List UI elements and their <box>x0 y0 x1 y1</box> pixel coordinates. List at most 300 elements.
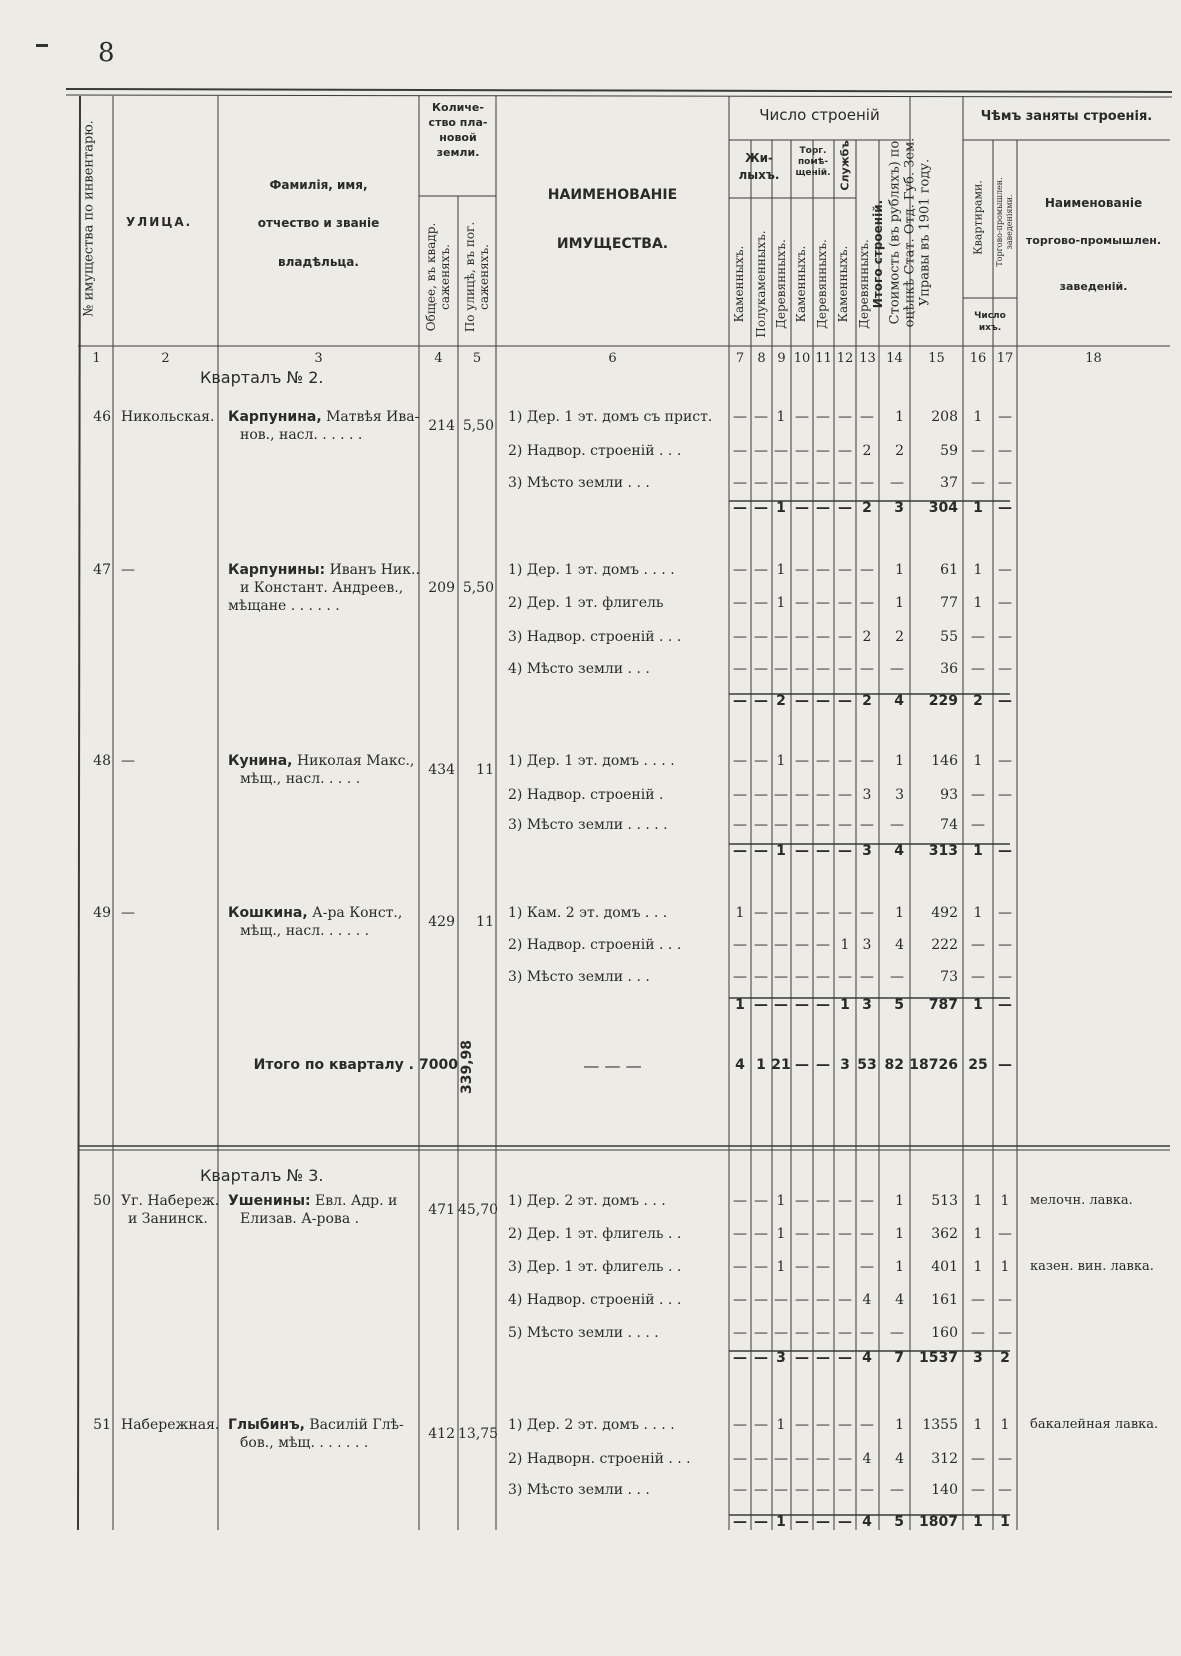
item-count: — <box>774 1325 788 1341</box>
item-cost: 312 <box>931 1451 958 1467</box>
subtotal-count: 1 <box>776 500 786 516</box>
item-count: — <box>754 1193 768 1209</box>
item-count: — <box>733 1193 747 1209</box>
item-trade: 1 <box>1000 1259 1010 1275</box>
item-count: 2 <box>862 629 872 645</box>
block-total-name: — — — <box>583 1056 642 1075</box>
subtotal-count: — <box>795 843 809 859</box>
item-count: — <box>754 1292 768 1308</box>
header-trade: Торг. помѣ-щеній. <box>795 146 831 178</box>
header-area-group: Количе-ство пла-новой земли. <box>428 101 488 159</box>
item-apartments: 1 <box>973 562 983 578</box>
subtotal-trade: — <box>998 997 1012 1013</box>
header-col17: Торгово-промышлен. заведеніями. <box>995 177 1014 267</box>
item-count: — <box>774 1482 788 1498</box>
item-cost: 61 <box>940 562 958 578</box>
subtotal-trade: 1 <box>1000 1514 1010 1530</box>
item-total-count: — <box>890 1325 904 1341</box>
entry-frontage: 45,70 <box>458 1202 499 1218</box>
entry-id: 49 <box>93 905 111 921</box>
item-trade: 1 <box>1000 1193 1010 1209</box>
entry-id: 51 <box>93 1417 111 1433</box>
subtotal-count: 1 <box>776 1514 786 1530</box>
entry-street-line2: и Занинск. <box>128 1211 208 1227</box>
item-count: — <box>838 1292 852 1308</box>
item-count: — <box>795 629 809 645</box>
item-apartments: — <box>971 1292 985 1308</box>
item-count: — <box>816 787 830 803</box>
item-count: — <box>860 817 874 833</box>
item-count: — <box>860 1417 874 1433</box>
item-apartments: — <box>971 787 985 803</box>
header-occupied-group: Чѣмъ заняты строенія. <box>980 109 1153 124</box>
column-number: 16 <box>969 351 987 366</box>
item-count: — <box>795 409 809 425</box>
block-total-count: 3 <box>840 1057 850 1073</box>
subtotal-count: — <box>754 843 768 859</box>
item-name: 3) Мѣсто земли . . . <box>508 475 650 491</box>
subtotal-trade: — <box>998 843 1012 859</box>
subtotal-count: — <box>733 693 747 709</box>
item-trade: — <box>998 443 1012 459</box>
item-count: — <box>754 409 768 425</box>
item-count: — <box>816 1292 830 1308</box>
item-count: — <box>774 1451 788 1467</box>
header-col4: Общее, въ квадр. саженяхъ. <box>424 222 452 332</box>
block-total-count: 21 <box>771 1057 791 1073</box>
entry-id: 48 <box>93 753 111 769</box>
entry-owner-line2: бов., мѣщ. . . . . . . <box>240 1435 369 1451</box>
item-count: — <box>838 475 852 491</box>
header-col10: Каменныхъ. <box>794 245 808 323</box>
subtotal-cost: 304 <box>928 500 958 516</box>
item-count: — <box>860 969 874 985</box>
item-count: — <box>838 905 852 921</box>
item-count: — <box>860 595 874 611</box>
item-count: — <box>860 1226 874 1242</box>
item-total-count: 1 <box>895 905 904 921</box>
item-apartments: — <box>971 969 985 985</box>
subtotal-count: — <box>816 693 830 709</box>
item-cost: 1355 <box>922 1417 958 1433</box>
item-count: — <box>816 1193 830 1209</box>
item-count: — <box>754 1259 768 1275</box>
item-count: — <box>733 1482 747 1498</box>
subtotal-count: — <box>795 1350 809 1366</box>
entry-area: 209 <box>428 580 455 596</box>
entry-owner <box>228 1194 397 1208</box>
subtotal-total-count: 4 <box>894 693 904 709</box>
item-count: — <box>860 1193 874 1209</box>
subtotal-count: — <box>754 1350 768 1366</box>
item-trade: — <box>998 1451 1012 1467</box>
header-col8: Полукаменныхъ. <box>754 230 768 338</box>
entry-owner <box>228 1418 404 1432</box>
item-count: — <box>774 937 788 953</box>
block-total-area: 7000 <box>419 1057 458 1073</box>
item-count: — <box>795 905 809 921</box>
subtotal-count: — <box>838 1514 852 1530</box>
item-count: — <box>754 1482 768 1498</box>
item-cost: 93 <box>940 787 958 803</box>
item-count: 1 <box>840 937 850 953</box>
entry-owner <box>228 754 414 768</box>
entry-street: — <box>121 905 135 921</box>
item-count: — <box>733 817 747 833</box>
subtotal-count: 1 <box>840 997 850 1013</box>
block-title: Кварталъ № 3. <box>200 1166 324 1185</box>
header-col7: Каменныхъ. <box>732 245 746 323</box>
item-count: — <box>838 969 852 985</box>
item-total-count: 4 <box>895 1451 904 1467</box>
item-count: — <box>774 817 788 833</box>
header-col3-line3: владѣльца. <box>278 255 359 269</box>
subtotal-count: 2 <box>862 693 872 709</box>
item-count: — <box>795 1325 809 1341</box>
item-establishment: мелочн. лавка. <box>1030 1193 1133 1208</box>
subtotal-apartments: 2 <box>973 693 983 709</box>
subtotal-count: 3 <box>862 997 872 1013</box>
item-count: — <box>754 937 768 953</box>
header-col9: Деревянныхъ. <box>774 239 788 329</box>
item-count: 4 <box>862 1292 872 1308</box>
column-number: 18 <box>1085 351 1102 366</box>
item-count: — <box>795 1226 809 1242</box>
subtotal-count: 4 <box>862 1514 872 1530</box>
item-count: — <box>838 1451 852 1467</box>
item-trade: — <box>998 475 1012 491</box>
subtotal-count: — <box>754 500 768 516</box>
column-number: 14 <box>886 351 903 366</box>
item-total-count: 1 <box>895 1259 904 1275</box>
column-number: 2 <box>161 351 170 366</box>
item-count: — <box>795 969 809 985</box>
owner-surname: Глыбинъ, <box>228 1417 305 1433</box>
item-count: — <box>838 629 852 645</box>
item-count: — <box>860 753 874 769</box>
item-count: — <box>795 475 809 491</box>
item-count: — <box>795 1292 809 1308</box>
item-count: — <box>860 1482 874 1498</box>
item-count: — <box>816 629 830 645</box>
item-count: — <box>733 1451 747 1467</box>
item-count: — <box>838 1226 852 1242</box>
column-number: 12 <box>836 351 854 366</box>
subtotal-total-count: 4 <box>894 843 904 859</box>
item-apartments: 1 <box>973 1226 983 1242</box>
item-count: — <box>795 661 809 677</box>
header-col16: Квартирами. <box>971 180 985 255</box>
subtotal-count: — <box>774 997 788 1013</box>
header-buildings-group: Число строеній <box>759 106 880 124</box>
item-trade: — <box>998 1482 1012 1498</box>
column-number: 3 <box>314 351 323 366</box>
header-col3-line1: Фамилія, имя, <box>269 178 368 192</box>
item-count: — <box>816 753 830 769</box>
subtotal-apartments: 1 <box>973 997 983 1013</box>
item-count: — <box>733 1417 747 1433</box>
owner-surname: Карпунины: <box>228 562 326 578</box>
item-count: — <box>838 562 852 578</box>
subtotal-count: — <box>838 693 852 709</box>
item-count: — <box>816 1259 830 1275</box>
subtotal-count: — <box>754 693 768 709</box>
block-total-total-count: 82 <box>884 1057 904 1073</box>
item-total-count: — <box>890 969 904 985</box>
item-establishment: бакалейная лавка. <box>1030 1417 1159 1432</box>
subtotal-total-count: 5 <box>894 997 904 1013</box>
item-count: — <box>795 1451 809 1467</box>
entry-street: Уг. Набереж. <box>121 1193 220 1209</box>
item-trade: — <box>998 1226 1012 1242</box>
item-cost: 36 <box>940 661 958 677</box>
owner-name: Иванъ Ник.. <box>325 562 420 578</box>
owner-name: Николая Макс., <box>292 753 415 769</box>
item-count: — <box>860 475 874 491</box>
item-count: — <box>816 562 830 578</box>
item-count: 1 <box>776 1417 786 1433</box>
item-count: — <box>795 937 809 953</box>
item-count: — <box>733 1259 747 1275</box>
item-count: — <box>795 817 809 833</box>
column-number: 7 <box>735 351 745 366</box>
item-count: — <box>733 443 747 459</box>
item-cost: 222 <box>931 937 958 953</box>
item-total-count: — <box>890 1482 904 1498</box>
entry-owner-line2: Елизав. А-рова . <box>240 1211 360 1227</box>
item-total-count: 1 <box>895 562 904 578</box>
item-count: — <box>816 661 830 677</box>
item-name: 2) Надворн. строеній . . . <box>508 1451 691 1467</box>
item-trade: — <box>998 937 1012 953</box>
column-number: 17 <box>996 351 1014 366</box>
entry-owner-line2: мѣщ., насл. . . . . . <box>240 923 370 939</box>
page-number: 8 <box>98 38 115 68</box>
header-col3-line2: отчество и званіе <box>257 216 380 230</box>
item-count: — <box>816 1417 830 1433</box>
item-trade: — <box>998 753 1012 769</box>
header-col13: Деревянныхъ. <box>857 239 871 329</box>
item-cost: 55 <box>940 629 958 645</box>
item-count: — <box>754 443 768 459</box>
item-cost: 140 <box>931 1482 958 1498</box>
item-name: 1) Дер. 1 эт. домъ . . . . <box>508 753 675 769</box>
entry-owner-line3: мѣщане . . . . . . <box>228 598 340 614</box>
item-apartments: 1 <box>973 409 983 425</box>
item-apartments: — <box>971 1451 985 1467</box>
owner-surname: Ушенины: <box>228 1193 311 1209</box>
owner-name: Матвѣя Ива- <box>321 409 420 425</box>
header-col6-line1: НАИМЕНОВАНІЕ <box>547 187 678 203</box>
entry-area: 434 <box>428 762 455 778</box>
item-count: — <box>816 595 830 611</box>
item-name: 2) Дер. 1 эт. флигель <box>508 595 664 611</box>
item-count: — <box>838 753 852 769</box>
item-count: — <box>754 595 768 611</box>
item-count: 1 <box>776 753 786 769</box>
item-total-count: 4 <box>895 937 904 953</box>
item-apartments: — <box>971 817 985 833</box>
item-total-count: — <box>890 475 904 491</box>
item-total-count: — <box>890 661 904 677</box>
item-name: 4) Мѣсто земли . . . <box>508 661 650 677</box>
subtotal-count: — <box>816 1514 830 1530</box>
item-apartments: — <box>971 1482 985 1498</box>
item-total-count: 1 <box>895 1226 904 1242</box>
subtotal-count: 4 <box>862 1350 872 1366</box>
item-name: 2) Дер. 1 эт. флигель . . <box>508 1226 682 1242</box>
column-number: 4 <box>434 351 443 366</box>
entry-frontage: 13,75 <box>458 1426 499 1442</box>
owner-name: А-ра Конст., <box>307 905 403 921</box>
item-count: — <box>774 661 788 677</box>
subtotal-total-count: 3 <box>894 500 904 516</box>
subtotal-count: — <box>733 1350 747 1366</box>
item-count: 4 <box>862 1451 872 1467</box>
entry-owner-line2: нов., насл. . . . . . <box>240 427 363 443</box>
subtotal-count: 1 <box>776 843 786 859</box>
subtotal-apartments: 3 <box>973 1350 983 1366</box>
item-total-count: 1 <box>895 1193 904 1209</box>
subtotal-cost: 787 <box>928 997 958 1013</box>
item-trade: — <box>998 787 1012 803</box>
item-count: — <box>733 595 747 611</box>
entry-frontage: 11 <box>476 762 494 778</box>
item-apartments: — <box>971 1325 985 1341</box>
item-count: — <box>754 969 768 985</box>
item-count: — <box>795 562 809 578</box>
item-count: — <box>774 787 788 803</box>
item-total-count: 2 <box>895 629 904 645</box>
owner-surname: Карпунина, <box>228 409 322 425</box>
item-cost: 74 <box>940 817 958 833</box>
entry-street: — <box>121 562 135 578</box>
header-service: Службъ <box>838 140 852 191</box>
item-count: — <box>838 787 852 803</box>
column-number: 10 <box>793 351 811 366</box>
item-count: — <box>860 1325 874 1341</box>
item-total-count: 1 <box>895 1417 904 1433</box>
item-count: — <box>733 1292 747 1308</box>
entry-owner <box>228 563 420 577</box>
item-trade: — <box>998 409 1012 425</box>
item-count: — <box>838 409 852 425</box>
item-count: — <box>816 443 830 459</box>
entry-street: Никольская. <box>121 409 215 425</box>
item-count: — <box>795 1417 809 1433</box>
item-cost: 161 <box>931 1292 958 1308</box>
header-col2: УЛИЦА. <box>126 215 193 229</box>
item-name: 1) Дер. 1 эт. домъ съ прист. <box>508 409 713 425</box>
subtotal-count: — <box>816 997 830 1013</box>
subtotal-count: — <box>816 500 830 516</box>
header-col1: № имущества по инвентарю. <box>81 120 97 317</box>
item-apartments: 1 <box>973 1193 983 1209</box>
subtotal-apartments: 1 <box>973 1514 983 1530</box>
owner-name: Василій Глѣ- <box>304 1417 404 1433</box>
subtotal-count: 3 <box>862 843 872 859</box>
subtotal-count: 2 <box>862 500 872 516</box>
item-trade: — <box>998 562 1012 578</box>
item-name: 2) Надвор. строеній . . . <box>508 937 682 953</box>
entry-owner-line2: мѣщ., насл. . . . . <box>240 771 361 787</box>
owner-surname: Кунина, <box>228 753 293 769</box>
column-number: 1 <box>92 351 101 366</box>
subtotal-count: — <box>795 500 809 516</box>
header-col18-line3: заведеній. <box>1059 280 1128 293</box>
item-count: — <box>838 817 852 833</box>
item-count: — <box>816 817 830 833</box>
subtotal-count: 3 <box>776 1350 786 1366</box>
item-trade: — <box>998 905 1012 921</box>
item-count: 3 <box>862 937 872 953</box>
item-count: — <box>733 937 747 953</box>
subtotal-apartments: 1 <box>973 500 983 516</box>
block-total-frontage: 339,98 <box>459 1039 475 1095</box>
item-cost: 401 <box>931 1259 958 1275</box>
subtotal-cost: 313 <box>928 843 958 859</box>
item-name: 1) Дер. 2 эт. домъ . . . <box>508 1193 666 1209</box>
item-count: — <box>733 562 747 578</box>
item-count: — <box>774 629 788 645</box>
item-cost: 73 <box>940 969 958 985</box>
entry-id: 50 <box>93 1193 111 1209</box>
item-count: 3 <box>862 787 872 803</box>
item-name: 3) Надвор. строеній . . . <box>508 629 682 645</box>
item-trade: — <box>998 1325 1012 1341</box>
item-count: — <box>733 787 747 803</box>
item-count: — <box>816 475 830 491</box>
entry-street: — <box>121 753 135 769</box>
subtotal-count: — <box>838 1350 852 1366</box>
entry-area: 214 <box>428 418 455 434</box>
item-count: — <box>816 1226 830 1242</box>
item-trade: 1 <box>1000 1417 1010 1433</box>
item-name: 1) Дер. 1 эт. домъ . . . . <box>508 562 675 578</box>
item-apartments: — <box>971 661 985 677</box>
item-count: 1 <box>776 595 786 611</box>
header-col11: Деревянныхъ. <box>815 239 829 329</box>
item-name: 3) Мѣсто земли . . . . . <box>508 817 668 833</box>
header-col6-line2: ИМУЩЕСТВА. <box>556 236 669 252</box>
column-number: 8 <box>757 351 766 366</box>
subtotal-trade: — <box>998 693 1012 709</box>
block-total-count: 1 <box>756 1057 766 1073</box>
subtotal-count: — <box>733 1514 747 1530</box>
item-total-count: — <box>890 817 904 833</box>
item-count: — <box>860 661 874 677</box>
item-count: — <box>754 629 768 645</box>
item-count: — <box>754 1417 768 1433</box>
entry-owner <box>228 410 419 424</box>
header-col14: Итого строеній. <box>871 199 885 309</box>
subtotal-count: — <box>795 997 809 1013</box>
item-apartments: 1 <box>973 905 983 921</box>
item-count: — <box>816 1482 830 1498</box>
entry-owner-line2: и Констант. Андреев., <box>240 580 404 596</box>
item-count: — <box>795 753 809 769</box>
subtotal-count: 2 <box>776 693 786 709</box>
item-trade: — <box>998 969 1012 985</box>
item-count: 1 <box>776 1193 786 1209</box>
item-total-count: 3 <box>895 787 904 803</box>
subtotal-count: — <box>754 997 768 1013</box>
item-name: 2) Надвор. строеній . . . <box>508 443 682 459</box>
subtotal-count: — <box>816 1350 830 1366</box>
item-total-count: 4 <box>895 1292 904 1308</box>
item-apartments: — <box>971 443 985 459</box>
item-count: — <box>774 475 788 491</box>
